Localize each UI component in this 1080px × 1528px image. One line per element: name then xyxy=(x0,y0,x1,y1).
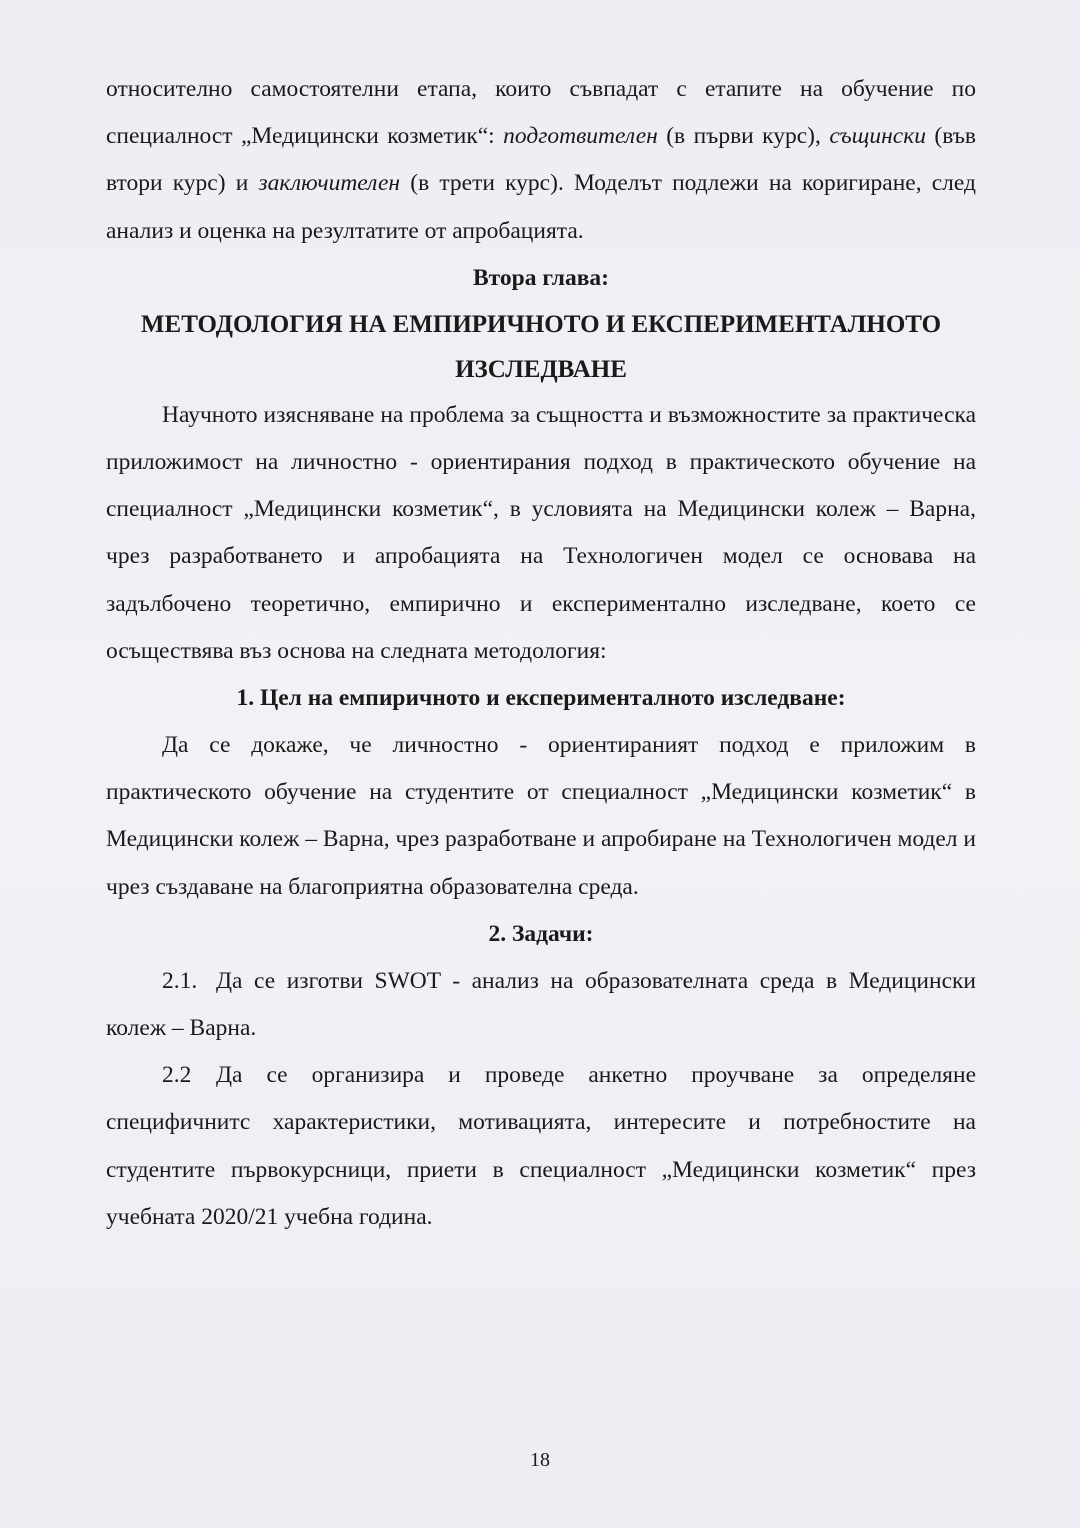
section-1-text: Да се докаже, че личностно - ориентираният подход е приложим в практическото обучение на студентите от специалност „Медицински козметик“ в Медицински колеж – Варна, чрез разработване и апробиране на Технологичен модел и чрез създаване на благоприятна образователна среда. xyxy=(106,732,976,900)
intro-paragraph xyxy=(106,66,976,255)
stage-preparatory: подготвителен xyxy=(503,123,658,150)
task-item xyxy=(106,1052,976,1241)
page-number: 18 xyxy=(530,1449,550,1471)
intro-text-1: относително самостоятелни етапа, които съвпадат с етапите на обучение по специалност „Медицински козметик“: xyxy=(106,76,976,150)
chapter-title-line-2: ИЗСЛЕДВАНЕ xyxy=(455,355,627,383)
task-text: Да се изготви SWOT - анализ на образователната среда в Медицински колеж – Варна. xyxy=(106,967,976,1042)
task-item xyxy=(106,958,976,1052)
chapter-title-line-1: МЕТОДОЛОГИЯ НА ЕМПИРИЧНОТО И ЕКСПЕРИМЕНТАЛНОТО xyxy=(140,310,942,338)
page-content xyxy=(106,66,976,1241)
task-text: Да се организира и проведе анкетно проучване за определяне специфичнитс характеристики, мотивацията, интересите и потребностите на студентите първокурсници, приети в специалност „Медицински козметик“ през учебната 2020/21 учебна година. xyxy=(106,1062,976,1230)
stage-core: същински xyxy=(829,123,926,150)
chapter-label: Втора глава: xyxy=(472,264,610,291)
intro-text-3: (във втори курс) и xyxy=(106,123,976,197)
stage-final: заключителен xyxy=(258,170,401,197)
task-number: 2.2 xyxy=(162,1062,192,1089)
task-number: 2.1. xyxy=(162,967,198,994)
section-1-heading: 1. Цел на емпиричното и експерименталното изследване: xyxy=(236,685,846,712)
intro-text-4: (в трети курс). Моделът подлежи на коригиране, след анализ и оценка на резултатите от апробацията. xyxy=(106,170,976,244)
intro-text-2: (в първи курс), xyxy=(657,123,830,150)
section-2-heading: 2. Задачи: xyxy=(488,920,594,947)
methodology-paragraph: Научното изясняване на проблема за същността и възможностите за практическа приложимост на личностно - ориентирания подход в практическото обучение на специалност „Медицински козметик“, в условията на Медицински колеж – Варна, чрез разработването и апробацията на Технологичен модел се основава на задълбочено теоретично, емпирично и експериментално изследване, което се осъществява въз основа на следната методология: xyxy=(106,401,976,664)
